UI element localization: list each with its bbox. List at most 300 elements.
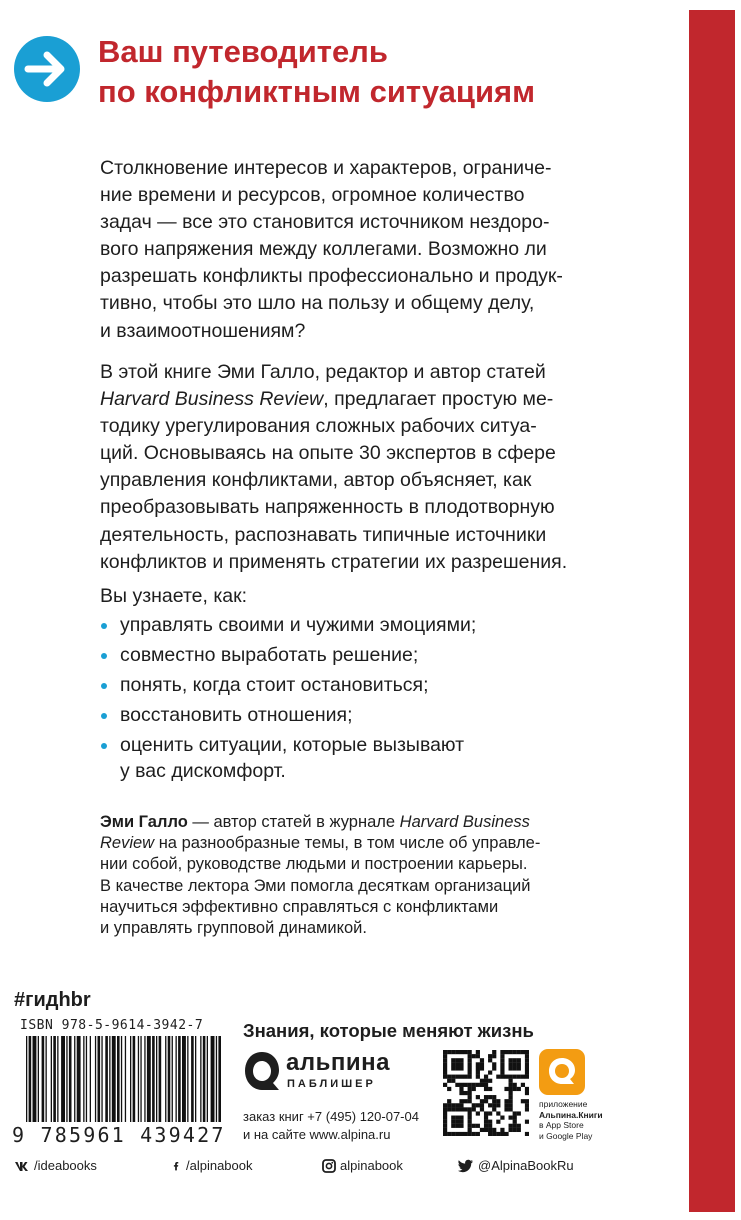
qr-module [509,1058,513,1062]
qr-module [468,1091,472,1095]
list-item-text: совместно выработать решение; [120,644,419,666]
qr-module [472,1103,476,1107]
slogan: Знания, которые меняют жизнь [243,1020,534,1041]
list-item-text: оценить ситуации, которые вызывают [120,734,465,756]
barcode-bar [74,1036,75,1122]
publisher-subtitle: ПАБЛИШЕР [287,1078,376,1090]
qr-module [480,1107,484,1111]
qr-module [484,1116,488,1120]
qr-module [488,1128,492,1132]
barcode-bar [138,1036,139,1122]
barcode-bar [66,1036,67,1122]
qr-module [468,1124,472,1128]
text-line: задач — все это становится источником нездоро- [100,211,550,234]
qr-module [476,1066,480,1070]
text-fragment: , предлагает простую ме- [323,388,554,411]
app-text-line: приложение [539,1099,588,1109]
barcode-bar [211,1036,215,1122]
qr-module [459,1091,463,1095]
qr-module [492,1050,496,1054]
qr-module [488,1079,492,1083]
qr-module [443,1066,447,1070]
qr-module [443,1070,447,1074]
qr-module [513,1066,517,1070]
text-line [100,833,570,854]
qr-module [443,1116,447,1120]
qr-module [484,1111,488,1115]
barcode-bar [33,1036,37,1122]
qr-module [513,1116,517,1120]
qr-module [484,1079,488,1083]
text-line: нии собой, руководстве людьми и построении карьеры. [100,855,528,874]
qr-module [509,1066,513,1070]
qr-module [468,1116,472,1120]
barcode-bar [165,1036,166,1122]
list-item [100,612,476,638]
qr-module [488,1124,492,1128]
barcode-bar [77,1036,81,1122]
qr-module [525,1075,529,1079]
barcode-bar [101,1036,102,1122]
text-fragment: — автор статей в журнале [187,813,400,831]
qr-module [459,1087,463,1091]
magazine-name: Harvard Business [399,813,530,831]
qr-module [525,1054,529,1058]
qr-module [496,1132,500,1136]
barcode-bar [152,1036,155,1122]
publisher-name: альпина [286,1049,390,1076]
qr-module [459,1116,463,1120]
qr-module [500,1050,504,1054]
qr-module [525,1087,529,1091]
qr-module [463,1099,467,1103]
qr-module [525,1120,529,1124]
qr-module [472,1083,476,1087]
qr-module [468,1095,472,1099]
author-name: Эми Галло [100,813,188,831]
barcode-bar [46,1036,47,1122]
qr-module [484,1124,488,1128]
qr-module [468,1075,472,1079]
qr-module [468,1120,472,1124]
qr-module [443,1103,447,1107]
list-item-text: понять, когда стоит остановиться; [120,674,429,696]
qr-module [496,1075,500,1079]
qr-module [484,1075,488,1079]
qr-module [476,1075,480,1079]
qr-module [509,1116,513,1120]
learn-list [100,612,476,788]
red-side-bar [689,10,735,1212]
qr-module [443,1054,447,1058]
barcode-bar [130,1036,131,1122]
qr-module [492,1132,496,1136]
text-line [100,812,570,833]
qr-module [504,1050,508,1054]
qr-module [443,1107,447,1111]
qr-module [447,1075,451,1079]
qr-module [472,1124,476,1128]
qr-module [459,1058,463,1062]
text-line: ций. Основываясь на опыте 30 экспертов в сфере [100,442,556,465]
qr-module [504,1087,508,1091]
qr-module [451,1050,455,1054]
alpina-logo-icon [243,1050,281,1092]
text-line: В качестве лектора Эми помогла десяткам организаций [100,876,531,895]
barcode-bar [95,1036,96,1122]
barcode-bar [105,1036,108,1122]
qr-module [447,1103,451,1107]
learn-heading: Вы узнаете, как: [100,585,248,607]
qr-module [509,1107,513,1111]
barcode-bar [216,1036,217,1122]
qr-module [480,1099,484,1103]
qr-module [488,1054,492,1058]
qr-module [455,1062,459,1066]
text-line: конфликтов и применять стратегии их разрешения. [100,550,568,573]
qr-module [468,1107,472,1111]
qr-module [513,1083,517,1087]
qr-module [447,1050,451,1054]
text-line: вого напряжения между коллегами. Возможно ли [100,238,547,261]
text-line: разрешать конфликты профессионально и продук- [100,265,563,288]
qr-module [496,1111,500,1115]
qr-module [513,1058,517,1062]
qr-module [504,1132,508,1136]
qr-module [443,1058,447,1062]
qr-module [492,1095,496,1099]
qr-module [500,1116,504,1120]
qr-module [504,1075,508,1079]
magazine-name: Harvard Business Review [100,388,324,411]
qr-module [517,1124,521,1128]
qr-module [488,1120,492,1124]
qr-module [492,1062,496,1066]
barcode-bar [168,1036,171,1122]
qr-module [492,1103,496,1107]
qr-module [451,1107,455,1111]
qr-module [459,1120,463,1124]
qr-module [521,1075,525,1079]
contact-info [243,1108,419,1144]
qr-module [480,1083,484,1087]
barcode-bar [90,1036,91,1122]
qr-module [492,1107,496,1111]
qr-module [500,1054,504,1058]
qr-module [492,1066,496,1070]
qr-module [480,1066,484,1070]
author-bio [100,812,570,939]
qr-module [513,1062,517,1066]
list-item-text: у вас дискомфорт. [120,760,286,782]
qr-module [455,1075,459,1079]
text-line: тодику урегулирования сложных рабочих ситуа- [100,415,537,438]
qr-module [459,1103,463,1107]
qr-module [525,1132,529,1136]
qr-module [455,1132,459,1136]
social-instagram[interactable] [322,1158,403,1173]
qr-module [447,1099,451,1103]
qr-module [455,1103,459,1107]
qr-module [504,1099,508,1103]
text-line: В этой книге Эми Галло, редактор и автор статей [100,361,546,383]
qr-module [484,1095,488,1099]
qr-module [472,1054,476,1058]
qr-module [517,1066,521,1070]
qr-module [525,1066,529,1070]
qr-module [459,1099,463,1103]
qr-module [476,1062,480,1066]
qr-module [476,1070,480,1074]
qr-module [447,1087,451,1091]
qr-module [480,1128,484,1132]
qr-module [513,1128,517,1132]
qr-module [463,1132,467,1136]
qr-module [488,1103,492,1107]
qr-module [468,1132,472,1136]
qr-module [521,1083,525,1087]
qr-module [509,1050,513,1054]
social-facebook[interactable] [172,1158,253,1173]
qr-module [517,1087,521,1091]
qr-module [468,1128,472,1132]
qr-module [443,1124,447,1128]
qr-module [480,1058,484,1062]
barcode-bar [98,1036,101,1122]
barcode-bar [144,1036,145,1122]
qr-module [525,1107,529,1111]
qr-module [463,1107,467,1111]
qr-module [496,1099,500,1103]
text-fragment: на разнообразные темы, в том числе об управле- [154,834,541,853]
qr-module [509,1083,513,1087]
isbn-label: ISBN 978-5-9614-3942-7 [20,1018,204,1033]
barcode-bar [38,1036,39,1122]
qr-module [492,1128,496,1132]
qr-module [509,1091,513,1095]
qr-module [455,1116,459,1120]
qr-module [451,1120,455,1124]
barcode-bar [195,1036,196,1122]
qr-module [492,1099,496,1103]
barcode-bar [53,1036,56,1122]
qr-module [504,1103,508,1107]
qr-module [500,1128,504,1132]
barcode-bar [42,1036,45,1122]
qr-module [455,1124,459,1128]
title-line: по конфликтным ситуациям [98,74,536,109]
qr-module [443,1083,447,1087]
barcode-bar [133,1036,136,1122]
text-line: управления конфликтами, автор объясняет, как [100,469,532,492]
qr-module [459,1050,463,1054]
qr-module [468,1050,472,1054]
qr-module [455,1107,459,1111]
barcode-bar [117,1036,120,1122]
qr-module [517,1058,521,1062]
qr-module [480,1062,484,1066]
vk-icon [14,1159,30,1173]
barcode-bar [159,1036,162,1122]
social-twitter[interactable] [458,1158,574,1173]
qr-module [509,1124,513,1128]
barcode-bar [218,1036,221,1122]
qr-module [468,1066,472,1070]
text-line [100,386,580,413]
barcode-bar [86,1036,87,1122]
qr-module [525,1050,529,1054]
barcode-bar [112,1036,116,1122]
qr-module [484,1120,488,1124]
qr-module [484,1087,488,1091]
barcode-bar [83,1036,84,1122]
qr-module [492,1054,496,1058]
qr-module [468,1054,472,1058]
qr-module [468,1070,472,1074]
twitter-icon [458,1159,474,1173]
qr-module [472,1087,476,1091]
app-store-info [539,1099,609,1141]
isbn-digits: 9 785961 439427 [12,1123,226,1147]
qr-module [476,1050,480,1054]
text-line: Столкновение интересов и характеров, ограниче- [100,157,552,179]
qr-module [468,1111,472,1115]
qr-module [455,1083,459,1087]
qr-module [472,1132,476,1136]
barcode-bar [172,1036,173,1122]
qr-module [459,1075,463,1079]
qr-module [513,1111,517,1115]
barcode-bar [203,1036,206,1122]
barcode-bar [57,1036,58,1122]
barcode-bar [69,1036,72,1122]
qr-module [447,1107,451,1111]
qr-module [517,1050,521,1054]
barcode-bar [207,1036,208,1122]
intro-paragraph [100,155,580,345]
qr-module [451,1132,455,1136]
qr-module [500,1062,504,1066]
qr-module [488,1070,492,1074]
about-paragraph [100,359,580,576]
barcode-bar [61,1036,65,1122]
qr-module [443,1132,447,1136]
qr-module [476,1132,480,1136]
qr-module [468,1058,472,1062]
qr-module [509,1062,513,1066]
qr-module [509,1087,513,1091]
app-text-line: и Google Play [539,1130,593,1141]
qr-module [451,1062,455,1066]
qr-module [443,1120,447,1124]
list-item-text: восстановить отношения; [120,704,353,726]
qr-module [525,1099,529,1103]
qr-module [521,1099,525,1103]
qr-module [476,1083,480,1087]
barcode-bar [109,1036,110,1122]
qr-module [459,1066,463,1070]
qr-module [500,1066,504,1070]
list-item [100,702,476,728]
qr-module [463,1050,467,1054]
page-title [98,32,668,112]
qr-module [451,1066,455,1070]
qr-module [525,1062,529,1066]
barcode-bar [178,1036,181,1122]
qr-module [517,1062,521,1066]
qr-module [443,1111,447,1115]
social-vk[interactable] [14,1158,97,1173]
qr-module [468,1062,472,1066]
qr-module [455,1050,459,1054]
qr-module [451,1116,455,1120]
qr-module [517,1128,521,1132]
qr-module [500,1070,504,1074]
qr-module [509,1128,513,1132]
qr-module [500,1132,504,1136]
qr-module [447,1132,451,1136]
barcode-bar [26,1036,27,1122]
qr-module [443,1062,447,1066]
qr-module [463,1075,467,1079]
qr-module [480,1103,484,1107]
qr-module [488,1087,492,1091]
list-item-text: управлять своими и чужими эмоциями; [120,614,477,636]
qr-module [513,1087,517,1091]
list-item [100,642,476,668]
barcode-bar [200,1036,201,1122]
qr-module [488,1058,492,1062]
qr-module [447,1079,451,1083]
qr-module [488,1095,492,1099]
app-name: Альпина.Книги [539,1109,603,1120]
qr-module [451,1058,455,1062]
social-twitter-handle: @AlpinaBookRu [478,1158,574,1173]
text-line: и взаимоотношениям? [100,319,306,342]
qr-module [468,1087,472,1091]
qr-module [443,1128,447,1132]
barcode-bar [147,1036,151,1122]
qr-module [484,1099,488,1103]
barcode-bar [182,1036,186,1122]
barcode [26,1036,222,1122]
qr-module [459,1062,463,1066]
qr-module [459,1132,463,1136]
qr-module [525,1103,529,1107]
text-line: и управлять групповой динамикой. [100,919,367,938]
text-line: деятельность, распознавать типичные источники [100,523,547,546]
qr-module [463,1091,467,1095]
qr-module [504,1107,508,1111]
qr-module [517,1111,521,1115]
barcode-bar [191,1036,194,1122]
qr-module [509,1099,513,1103]
barcode-bar [125,1036,126,1122]
barcode-bar [29,1036,32,1122]
qr-module [451,1103,455,1107]
barcode-bar [51,1036,52,1122]
qr-module [509,1095,513,1099]
social-facebook-handle: /alpinabook [186,1158,253,1173]
barcode-bar [176,1036,177,1122]
qr-module [451,1124,455,1128]
qr-module [476,1054,480,1058]
qr-module [500,1075,504,1079]
hashtag: #гидhbr [14,989,91,1011]
qr-module [521,1050,525,1054]
text-line: тивно, чтобы это шло на пользу и общему делу, [100,292,535,315]
qr-module [484,1128,488,1132]
